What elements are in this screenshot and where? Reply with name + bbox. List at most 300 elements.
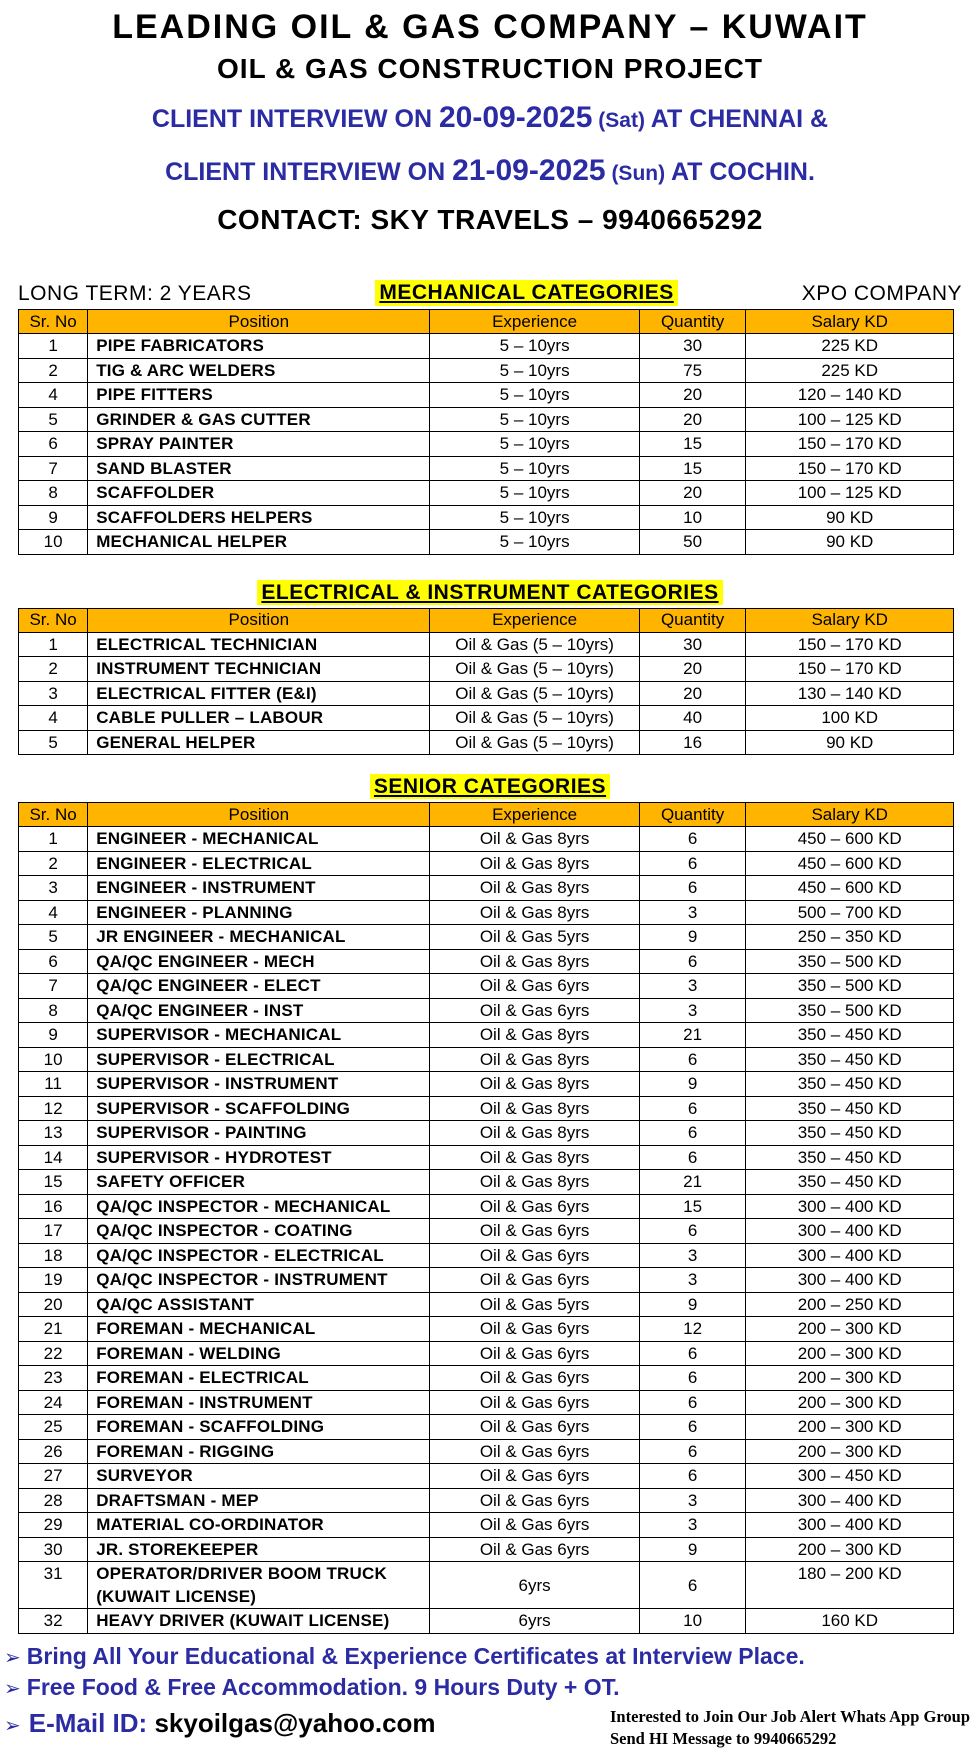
column-header: Salary KD [746, 310, 954, 334]
cell-salary: 160 KD [746, 1609, 954, 1634]
cell-experience: Oil & Gas 6yrs [430, 1219, 639, 1244]
cell-qty: 3 [639, 900, 746, 925]
cell-qty: 20 [639, 481, 746, 506]
cell-salary: 200 – 300 KD [746, 1439, 954, 1464]
table-row [19, 632, 954, 657]
cell-salary: 150 – 170 KD [746, 657, 954, 682]
cell-position: OPERATOR/DRIVER BOOM TRUCK (KUWAIT LICENSE) [88, 1562, 430, 1609]
cell-position: QA/QC INSPECTOR - INSTRUMENT [88, 1268, 430, 1293]
cell-position: FOREMAN - ELECTRICAL [88, 1366, 430, 1391]
cell-experience: Oil & Gas 6yrs [430, 1415, 639, 1440]
cell-position: CABLE PULLER – LABOUR [88, 706, 430, 731]
cell-qty: 3 [639, 1513, 746, 1538]
cell-position: SPRAY PAINTER [88, 432, 430, 457]
cell-experience: Oil & Gas 6yrs [430, 998, 639, 1023]
cell-experience: Oil & Gas 8yrs [430, 1096, 639, 1121]
cell-experience: Oil & Gas 6yrs [430, 1317, 639, 1342]
table-row [19, 681, 954, 706]
cell-sr: 4 [19, 706, 88, 731]
long-term-label: LONG TERM: 2 YEARS [18, 282, 252, 305]
cell-position: GENERAL HELPER [88, 730, 430, 755]
cell-sr: 16 [19, 1194, 88, 1219]
cell-experience: Oil & Gas 8yrs [430, 1170, 639, 1195]
section-title-row-electrical [0, 581, 980, 605]
cell-qty: 9 [639, 1537, 746, 1562]
note-food-text: Free Food & Free Accommodation. 9 Hours Duty + OT. [26, 1673, 620, 1700]
cell-salary: 200 – 300 KD [746, 1415, 954, 1440]
table-header-row [19, 608, 954, 632]
cell-sr: 14 [19, 1145, 88, 1170]
cell-experience: Oil & Gas 8yrs [430, 876, 639, 901]
cell-position: SUPERVISOR - ELECTRICAL [88, 1047, 430, 1072]
cell-salary: 500 – 700 KD [746, 900, 954, 925]
cell-experience: Oil & Gas 6yrs [430, 1390, 639, 1415]
cell-qty: 16 [639, 730, 746, 755]
cell-experience: Oil & Gas 8yrs [430, 1047, 639, 1072]
cell-qty: 6 [639, 1047, 746, 1072]
cell-experience: Oil & Gas 8yrs [430, 949, 639, 974]
section-bar [18, 280, 962, 306]
interview-1-suffix: AT CHENNAI & [650, 105, 829, 133]
cell-qty: 6 [639, 1366, 746, 1391]
cell-experience: 6yrs [430, 1562, 639, 1609]
cell-experience: Oil & Gas 8yrs [430, 1121, 639, 1146]
table-row [19, 1488, 954, 1513]
note-food [4, 1673, 976, 1704]
cell-sr: 4 [19, 900, 88, 925]
cell-sr: 5 [19, 407, 88, 432]
cell-experience: 6yrs [430, 1609, 639, 1634]
cell-position: HEAVY DRIVER (KUWAIT LICENSE) [88, 1609, 430, 1634]
column-header: Experience [430, 310, 639, 334]
cell-salary: 90 KD [746, 730, 954, 755]
cell-experience: 5 – 10yrs [430, 481, 639, 506]
cell-salary: 225 KD [746, 358, 954, 383]
interview-line-1 [0, 101, 980, 138]
cell-qty: 6 [639, 1390, 746, 1415]
cell-experience: Oil & Gas 6yrs [430, 1194, 639, 1219]
cell-sr: 31 [19, 1562, 88, 1609]
cell-experience: 5 – 10yrs [430, 432, 639, 457]
cell-experience: 5 – 10yrs [430, 383, 639, 408]
cell-qty: 6 [639, 1219, 746, 1244]
cell-qty: 6 [639, 1145, 746, 1170]
cell-sr: 8 [19, 481, 88, 506]
cell-position: TIG & ARC WELDERS [88, 358, 430, 383]
cell-position: QA/QC INSPECTOR - MECHANICAL [88, 1194, 430, 1219]
cell-sr: 11 [19, 1072, 88, 1097]
table-header-row [19, 803, 954, 827]
cell-sr: 22 [19, 1341, 88, 1366]
cell-position: MATERIAL CO-ORDINATOR [88, 1513, 430, 1538]
cell-experience: 5 – 10yrs [430, 358, 639, 383]
cell-experience: Oil & Gas 8yrs [430, 851, 639, 876]
interview-1-prefix: CLIENT INTERVIEW ON [151, 105, 439, 133]
cell-qty: 15 [639, 1194, 746, 1219]
cell-position: GRINDER & GAS CUTTER [88, 407, 430, 432]
cell-qty: 75 [639, 358, 746, 383]
table-row [19, 358, 954, 383]
cell-salary: 120 – 140 KD [746, 383, 954, 408]
table-row [19, 505, 954, 530]
cell-qty: 6 [639, 1464, 746, 1489]
cell-salary: 200 – 300 KD [746, 1537, 954, 1562]
section-title-senior: SENIOR CATEGORIES [370, 774, 610, 799]
table-row [19, 1072, 954, 1097]
cell-sr: 29 [19, 1513, 88, 1538]
cell-position: QA/QC ENGINEER - MECH [88, 949, 430, 974]
cell-experience: Oil & Gas 8yrs [430, 1072, 639, 1097]
table-row [19, 1121, 954, 1146]
column-header: Sr. No [19, 803, 88, 827]
table-row [19, 974, 954, 999]
cell-sr: 24 [19, 1390, 88, 1415]
cell-experience: Oil & Gas 6yrs [430, 1513, 639, 1538]
cell-salary: 450 – 600 KD [746, 851, 954, 876]
cell-salary: 300 – 400 KD [746, 1268, 954, 1293]
cell-qty: 20 [639, 383, 746, 408]
interview-2-day: (Sun) [605, 162, 671, 185]
cell-qty: 10 [639, 1609, 746, 1634]
column-header: Position [88, 803, 430, 827]
doc-title: LEADING OIL & GAS COMPANY – KUWAIT [112, 8, 868, 46]
cell-sr: 27 [19, 1464, 88, 1489]
table-row [19, 1341, 954, 1366]
cell-salary: 350 – 450 KD [746, 1121, 954, 1146]
cell-qty: 6 [639, 1096, 746, 1121]
cell-salary: 150 – 170 KD [746, 632, 954, 657]
cell-sr: 12 [19, 1096, 88, 1121]
table-row [19, 1023, 954, 1048]
cell-salary: 300 – 400 KD [746, 1243, 954, 1268]
cell-experience: Oil & Gas 6yrs [430, 1341, 639, 1366]
column-header: Quantity [639, 608, 746, 632]
cell-experience: 5 – 10yrs [430, 530, 639, 555]
cell-sr: 21 [19, 1317, 88, 1342]
cell-experience: Oil & Gas 6yrs [430, 1439, 639, 1464]
cell-salary: 225 KD [746, 334, 954, 359]
cell-experience: Oil & Gas 6yrs [430, 1464, 639, 1489]
cell-sr: 19 [19, 1268, 88, 1293]
company-label: XPO COMPANY [801, 282, 962, 305]
cell-experience: Oil & Gas (5 – 10yrs) [430, 706, 639, 731]
cell-qty: 50 [639, 530, 746, 555]
cell-sr: 4 [19, 383, 88, 408]
cell-experience: Oil & Gas (5 – 10yrs) [430, 632, 639, 657]
table-row [19, 1439, 954, 1464]
column-header: Salary KD [746, 608, 954, 632]
note-certificates-text: Bring All Your Educational & Experience Certificates at Interview Place. [26, 1642, 805, 1669]
arrow-icon: ➢ [4, 1714, 21, 1737]
cell-experience: Oil & Gas 6yrs [430, 1243, 639, 1268]
cell-sr: 26 [19, 1439, 88, 1464]
cell-salary: 180 – 200 KD [746, 1562, 954, 1609]
cell-position: SUPERVISOR - PAINTING [88, 1121, 430, 1146]
cell-salary: 350 – 450 KD [746, 1072, 954, 1097]
cell-position: SUPERVISOR - MECHANICAL [88, 1023, 430, 1048]
cell-position: QA/QC INSPECTOR - ELECTRICAL [88, 1243, 430, 1268]
cell-sr: 6 [19, 949, 88, 974]
cell-salary: 200 – 300 KD [746, 1390, 954, 1415]
cell-qty: 15 [639, 456, 746, 481]
cell-experience: Oil & Gas 6yrs [430, 1268, 639, 1293]
cell-salary: 100 KD [746, 706, 954, 731]
cell-position: PIPE FITTERS [88, 383, 430, 408]
arrow-icon: ➢ [4, 1646, 21, 1669]
cell-salary: 350 – 450 KD [746, 1145, 954, 1170]
doc-subtitle: OIL & GAS CONSTRUCTION PROJECT [217, 53, 763, 84]
cell-qty: 3 [639, 1243, 746, 1268]
cell-qty: 21 [639, 1170, 746, 1195]
email-line [4, 1706, 436, 1743]
cell-position: SCAFFOLDER [88, 481, 430, 506]
table-row [19, 706, 954, 731]
footer [4, 1642, 976, 1750]
cell-experience: Oil & Gas (5 – 10yrs) [430, 730, 639, 755]
interview-1-date: 20-09-2025 [438, 101, 593, 134]
cell-salary: 450 – 600 KD [746, 827, 954, 852]
cell-salary: 300 – 400 KD [746, 1194, 954, 1219]
table-row [19, 827, 954, 852]
cell-position: QA/QC INSPECTOR - COATING [88, 1219, 430, 1244]
table-row [19, 1317, 954, 1342]
cell-experience: Oil & Gas 6yrs [430, 1366, 639, 1391]
cell-salary: 300 – 400 KD [746, 1513, 954, 1538]
cell-position: QA/QC ASSISTANT [88, 1292, 430, 1317]
cell-qty: 3 [639, 974, 746, 999]
cell-salary: 350 – 500 KD [746, 998, 954, 1023]
email-label: E-Mail ID: [28, 1707, 148, 1738]
table-row [19, 1390, 954, 1415]
table-row [19, 1464, 954, 1489]
cell-sr: 6 [19, 432, 88, 457]
cell-salary: 350 – 450 KD [746, 1023, 954, 1048]
column-header: Position [88, 608, 430, 632]
cell-sr: 15 [19, 1170, 88, 1195]
cell-position: ENGINEER - INSTRUMENT [88, 876, 430, 901]
cell-experience: Oil & Gas 6yrs [430, 1537, 639, 1562]
cell-sr: 1 [19, 632, 88, 657]
cell-salary: 300 – 400 KD [746, 1488, 954, 1513]
cell-sr: 25 [19, 1415, 88, 1440]
cell-salary: 250 – 350 KD [746, 925, 954, 950]
cell-position: FOREMAN - INSTRUMENT [88, 1390, 430, 1415]
email-address: skyoilgas@yahoo.com [147, 1707, 436, 1738]
cell-sr: 28 [19, 1488, 88, 1513]
cell-sr: 5 [19, 925, 88, 950]
cell-qty: 15 [639, 432, 746, 457]
cell-experience: Oil & Gas 5yrs [430, 925, 639, 950]
cell-salary: 150 – 170 KD [746, 456, 954, 481]
table-row [19, 1219, 954, 1244]
cell-qty: 40 [639, 706, 746, 731]
cell-qty: 3 [639, 1268, 746, 1293]
table-row [19, 1170, 954, 1195]
cell-qty: 20 [639, 407, 746, 432]
job-alert-note [610, 1706, 976, 1750]
table-row [19, 876, 954, 901]
cell-sr: 17 [19, 1219, 88, 1244]
cell-salary: 350 – 450 KD [746, 1096, 954, 1121]
table-row [19, 1562, 954, 1609]
cell-sr: 13 [19, 1121, 88, 1146]
cell-sr: 32 [19, 1609, 88, 1634]
cell-qty: 6 [639, 1341, 746, 1366]
cell-sr: 5 [19, 730, 88, 755]
cell-qty: 9 [639, 1292, 746, 1317]
cell-qty: 20 [639, 681, 746, 706]
cell-position: PIPE FABRICATORS [88, 334, 430, 359]
cell-qty: 20 [639, 657, 746, 682]
cell-qty: 6 [639, 949, 746, 974]
cell-qty: 6 [639, 1415, 746, 1440]
cell-sr: 7 [19, 456, 88, 481]
cell-salary: 90 KD [746, 530, 954, 555]
cell-position: SAND BLASTER [88, 456, 430, 481]
cell-qty: 3 [639, 998, 746, 1023]
job-alert-line-2: Send HI Message to 9940665292 [610, 1728, 837, 1748]
cell-position: MECHANICAL HELPER [88, 530, 430, 555]
table-row [19, 432, 954, 457]
cell-salary: 90 KD [746, 505, 954, 530]
cell-experience: Oil & Gas 8yrs [430, 1145, 639, 1170]
section-title-mechanical: MECHANICAL CATEGORIES [375, 280, 677, 306]
cell-position: JR. STOREKEEPER [88, 1537, 430, 1562]
cell-sr: 2 [19, 358, 88, 383]
cell-salary: 300 – 450 KD [746, 1464, 954, 1489]
interview-2-date: 21-09-2025 [452, 154, 606, 187]
cell-qty: 3 [639, 1488, 746, 1513]
cell-sr: 2 [19, 657, 88, 682]
cell-qty: 6 [639, 827, 746, 852]
cell-position: ELECTRICAL TECHNICIAN [88, 632, 430, 657]
arrow-icon: ➢ [4, 1677, 21, 1700]
cell-sr: 10 [19, 1047, 88, 1072]
cell-sr: 30 [19, 1537, 88, 1562]
cell-experience: Oil & Gas 8yrs [430, 827, 639, 852]
table-row [19, 851, 954, 876]
cell-position: ELECTRICAL FITTER (E&I) [88, 681, 430, 706]
cell-sr: 23 [19, 1366, 88, 1391]
table-row [19, 530, 954, 555]
cell-position: SUPERVISOR - HYDROTEST [88, 1145, 430, 1170]
note-certificates [4, 1642, 976, 1673]
cell-salary: 350 – 450 KD [746, 1047, 954, 1072]
table-row [19, 657, 954, 682]
table-row [19, 949, 954, 974]
cell-qty: 6 [639, 876, 746, 901]
cell-position: FOREMAN - RIGGING [88, 1439, 430, 1464]
cell-salary: 100 – 125 KD [746, 407, 954, 432]
cell-experience: Oil & Gas 6yrs [430, 1488, 639, 1513]
cell-experience: Oil & Gas 5yrs [430, 1292, 639, 1317]
cell-sr: 9 [19, 1023, 88, 1048]
cell-salary: 350 – 500 KD [746, 949, 954, 974]
interview-2-suffix: AT COCHIN. [670, 158, 815, 186]
table-row [19, 1194, 954, 1219]
email-row [4, 1706, 976, 1750]
cell-sr: 1 [19, 334, 88, 359]
cell-position: FOREMAN - SCAFFOLDING [88, 1415, 430, 1440]
mechanical-table [18, 309, 954, 555]
cell-experience: Oil & Gas (5 – 10yrs) [430, 657, 639, 682]
cell-salary: 130 – 140 KD [746, 681, 954, 706]
cell-experience: 5 – 10yrs [430, 456, 639, 481]
cell-experience: 5 – 10yrs [430, 407, 639, 432]
cell-sr: 18 [19, 1243, 88, 1268]
cell-qty: 6 [639, 851, 746, 876]
cell-qty: 30 [639, 632, 746, 657]
contact-line: CONTACT: SKY TRAVELS – 9940665292 [217, 204, 763, 235]
table-row [19, 1415, 954, 1440]
cell-sr: 3 [19, 876, 88, 901]
electrical-table [18, 608, 954, 756]
cell-position: SURVEYOR [88, 1464, 430, 1489]
cell-position: JR ENGINEER - MECHANICAL [88, 925, 430, 950]
cell-salary: 200 – 300 KD [746, 1317, 954, 1342]
cell-position: SUPERVISOR - INSTRUMENT [88, 1072, 430, 1097]
cell-qty: 30 [639, 334, 746, 359]
cell-position: QA/QC ENGINEER - INST [88, 998, 430, 1023]
cell-salary: 200 – 300 KD [746, 1341, 954, 1366]
cell-qty: 12 [639, 1317, 746, 1342]
interview-1-day: (Sat) [592, 109, 651, 132]
table-row [19, 1366, 954, 1391]
cell-salary: 350 – 500 KD [746, 974, 954, 999]
cell-qty: 6 [639, 1562, 746, 1609]
cell-experience: 5 – 10yrs [430, 505, 639, 530]
column-header: Sr. No [19, 608, 88, 632]
table-row [19, 383, 954, 408]
cell-sr: 1 [19, 827, 88, 852]
cell-position: DRAFTSMAN - MEP [88, 1488, 430, 1513]
table-row [19, 925, 954, 950]
cell-position: ENGINEER - MECHANICAL [88, 827, 430, 852]
table-row [19, 1268, 954, 1293]
cell-position: SCAFFOLDERS HELPERS [88, 505, 430, 530]
section-title-row-senior [0, 775, 980, 799]
cell-position: ENGINEER - PLANNING [88, 900, 430, 925]
table-row [19, 1145, 954, 1170]
column-header: Position [88, 310, 430, 334]
cell-position: SUPERVISOR - SCAFFOLDING [88, 1096, 430, 1121]
column-header: Quantity [639, 310, 746, 334]
cell-position: QA/QC ENGINEER - ELECT [88, 974, 430, 999]
table-row [19, 1537, 954, 1562]
table-row [19, 730, 954, 755]
cell-salary: 300 – 400 KD [746, 1219, 954, 1244]
cell-salary: 200 – 300 KD [746, 1366, 954, 1391]
cell-qty: 10 [639, 505, 746, 530]
cell-qty: 6 [639, 1121, 746, 1146]
cell-position: FOREMAN - MECHANICAL [88, 1317, 430, 1342]
table-row [19, 1609, 954, 1634]
cell-qty: 9 [639, 1072, 746, 1097]
table-row [19, 1292, 954, 1317]
cell-sr: 3 [19, 681, 88, 706]
cell-salary: 100 – 125 KD [746, 481, 954, 506]
cell-position: INSTRUMENT TECHNICIAN [88, 657, 430, 682]
table-header-row [19, 310, 954, 334]
column-header: Experience [430, 803, 639, 827]
table-row [19, 456, 954, 481]
cell-sr: 10 [19, 530, 88, 555]
cell-salary: 150 – 170 KD [746, 432, 954, 457]
cell-sr: 9 [19, 505, 88, 530]
cell-sr: 20 [19, 1292, 88, 1317]
cell-salary: 200 – 250 KD [746, 1292, 954, 1317]
cell-sr: 2 [19, 851, 88, 876]
